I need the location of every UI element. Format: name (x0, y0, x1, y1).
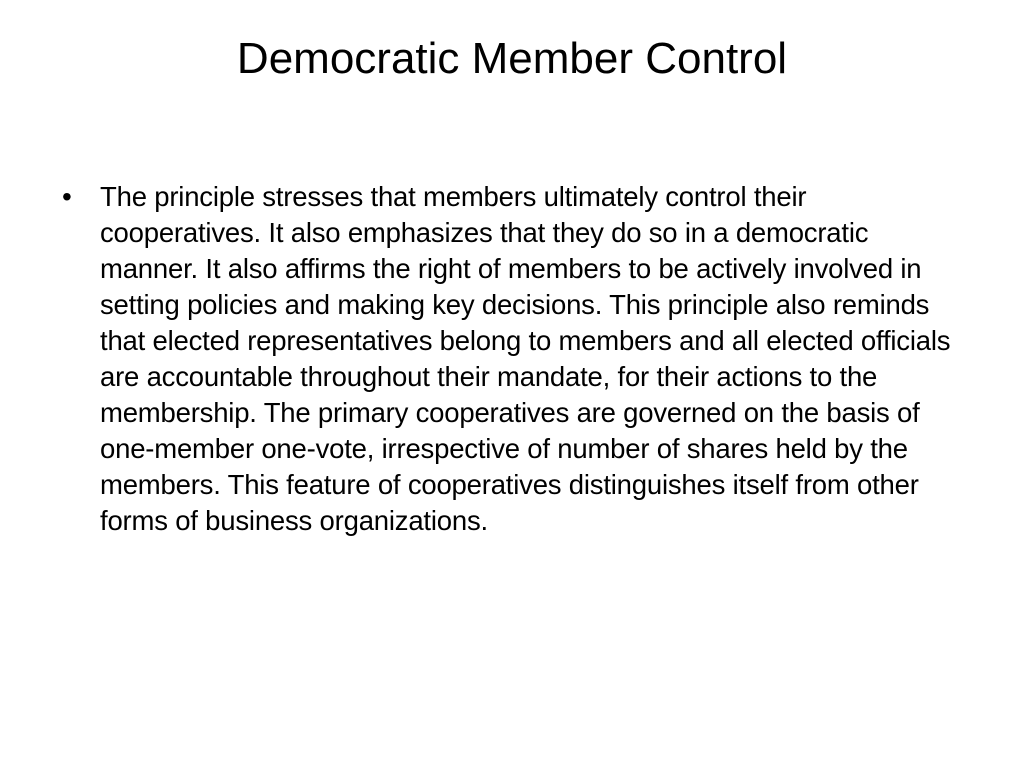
slide-title: Democratic Member Control (236, 34, 788, 83)
slide-body (56, 179, 968, 539)
bullet-item (56, 179, 968, 539)
bullet-text: The principle stresses that members ultimately control their cooperatives. It also emphasizes that they do so in a democratic manner. It also affirms the right of members to be actively involved in setting policies and making key decisions. This principle also reminds that elected representatives belong to members and all elected officials are accountable throughout their mandate, for their actions to the membership. The primary cooperatives are governed on the basis of one-member one-vote, irrespective of number of shares held by the members. This feature of cooperatives distinguishes itself from other forms of business organizations. (100, 181, 951, 536)
bullet-marker: • (62, 181, 72, 212)
